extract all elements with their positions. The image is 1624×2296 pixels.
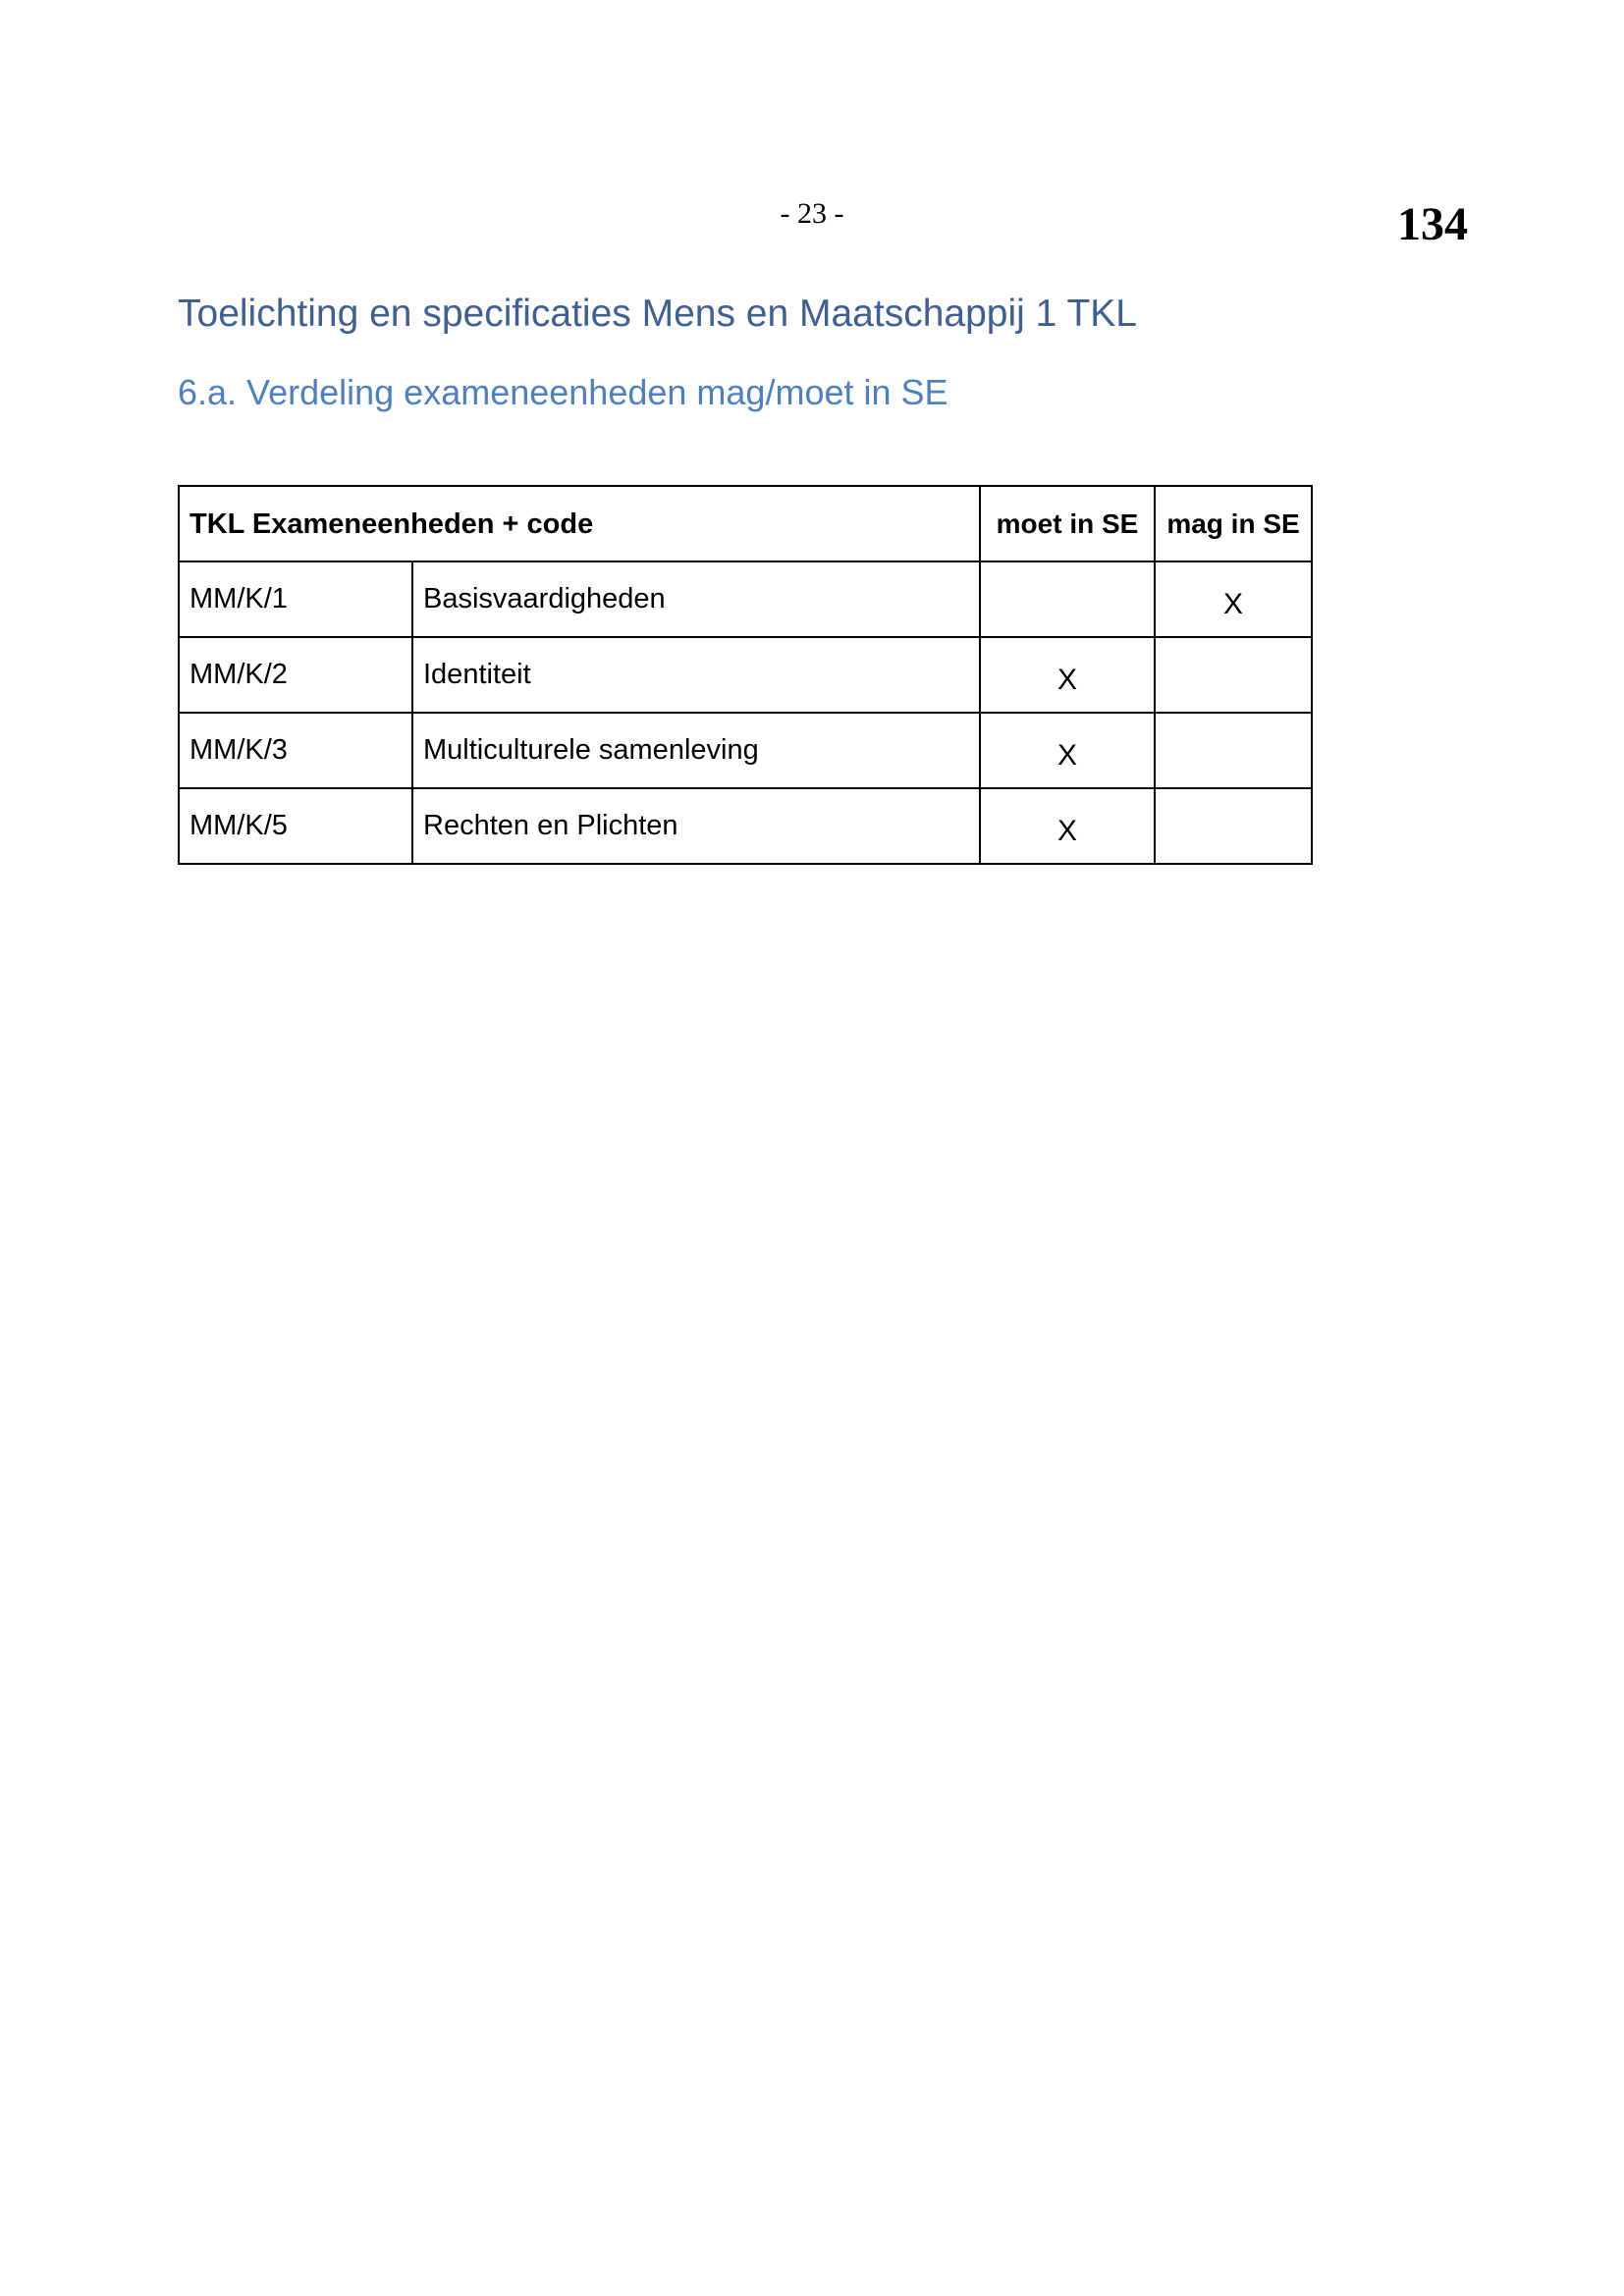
may-mark (1155, 637, 1312, 713)
unit-code: MM/K/3 (179, 713, 412, 788)
may-mark (1155, 788, 1312, 864)
table-row (179, 713, 1312, 788)
table-header-row (179, 486, 1312, 561)
must-mark: X (980, 788, 1155, 864)
document-title: Toelichting en specificaties Mens en Maatschappij 1 TKL (178, 293, 1137, 335)
unit-code: MM/K/5 (179, 788, 412, 864)
may-mark: X (1155, 561, 1312, 637)
section-heading: 6.a. Verdeling exameneenheden mag/moet in SE (178, 372, 948, 412)
table-row (179, 788, 1312, 864)
exam-units-table (178, 485, 1313, 865)
header-units: TKL Exameneenheden + code (179, 486, 980, 561)
header-must: moet in SE (980, 486, 1155, 561)
table-row (179, 561, 1312, 637)
unit-code: MM/K/1 (179, 561, 412, 637)
unit-name: Identiteit (412, 637, 980, 713)
unit-name: Multiculturele samenleving (412, 713, 980, 788)
unit-name: Basisvaardigheden (412, 561, 980, 637)
must-mark (980, 561, 1155, 637)
unit-code: MM/K/2 (179, 637, 412, 713)
header-may: mag in SE (1155, 486, 1312, 561)
must-mark: X (980, 637, 1155, 713)
page-number: - 23 - (780, 197, 844, 230)
must-mark: X (980, 713, 1155, 788)
table-row (179, 637, 1312, 713)
stamp-number: 134 (1397, 198, 1468, 250)
unit-name: Rechten en Plichten (412, 788, 980, 864)
may-mark (1155, 713, 1312, 788)
